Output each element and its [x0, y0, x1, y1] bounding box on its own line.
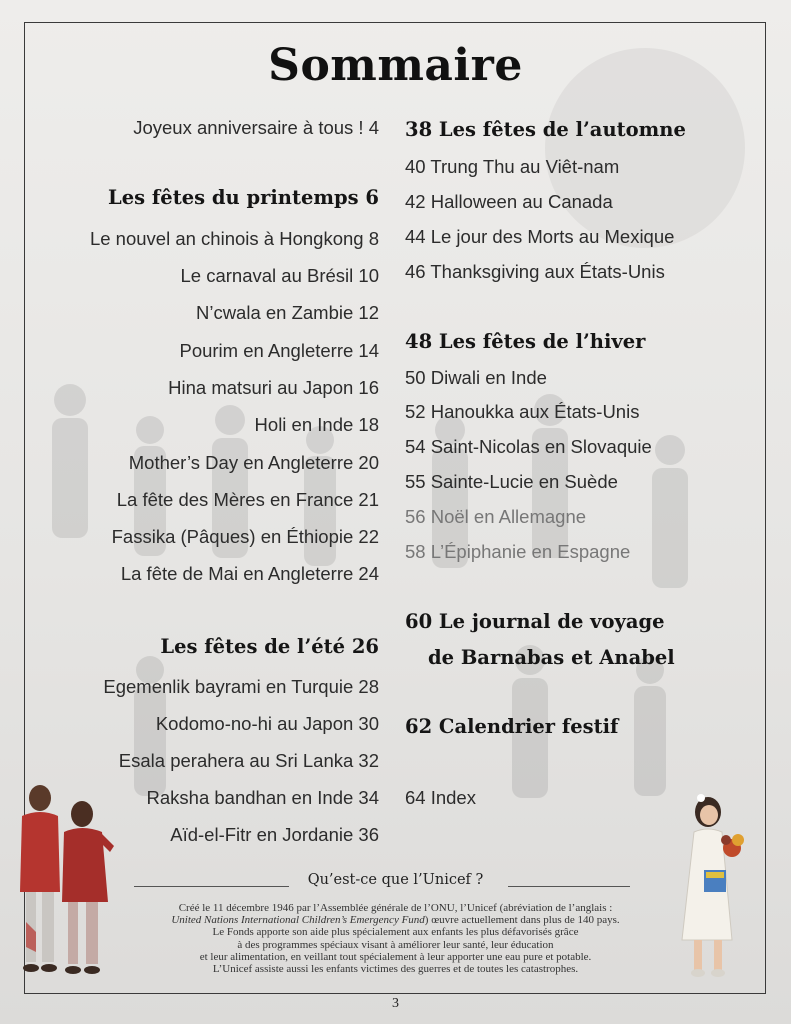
unicef-line: L’Unicef assiste aussi les enfants victimes des guerres et de toutes les catastrophes.: [212, 963, 579, 976]
toc-entry: 52 Hanoukka aux États-Unis: [405, 401, 640, 422]
page-number: 3: [392, 996, 399, 1011]
unicef-line-rest: ) œuvre actuellement dans plus de 140 pays.: [424, 914, 620, 927]
section-heading-summer: Les fêtes de l’été 26: [160, 635, 379, 658]
toc-entry: 42 Halloween au Canada: [405, 191, 613, 212]
toc-entry: Hina matsuri au Japon 16: [168, 377, 379, 398]
toc-entry: Le carnaval au Brésil 10: [180, 265, 379, 286]
unicef-heading: Qu’est-ce que l’Unicef ?: [307, 872, 484, 888]
toc-entry: La fête des Mères en France 21: [116, 489, 379, 510]
unicef-line: [120, 914, 671, 926]
page-title: Sommaire: [268, 40, 523, 91]
toc-entry: La fête de Mai en Angleterre 24: [120, 563, 379, 584]
toc-entry: Raksha bandhan en Inde 34: [146, 787, 379, 808]
section-heading-autumn: 38 Les fêtes de l’automne: [405, 118, 686, 141]
toc-entry: Aïd-el-Fitr en Jordanie 36: [170, 824, 379, 845]
toc-heading-journal-line2: de Barnabas et Anabel: [428, 646, 675, 669]
toc-entry: 54 Saint-Nicolas en Slovaquie: [405, 436, 652, 457]
toc-heading-journal-line1: 60 Le journal de voyage: [405, 610, 665, 633]
toc-entry: Mother’s Day en Angleterre 20: [128, 452, 379, 473]
unicef-paragraph: [120, 902, 671, 975]
toc-entry: 46 Thanksgiving aux États-Unis: [405, 261, 665, 282]
toc-entry: 56 Noël en Allemagne: [405, 506, 587, 527]
toc-entry: 58 L’Épiphanie en Espagne: [405, 541, 631, 562]
unicef-line: à des programmes spéciaux visant à améliorer leur santé, leur éducation: [237, 938, 554, 951]
unicef-line: Créé le 11 décembre 1946 par l’Assemblée générale de l’ONU, l’Unicef (abréviation de l’anglais :: [178, 902, 613, 914]
toc-entry: 40 Trung Thu au Viêt-nam: [405, 156, 620, 177]
toc-entry: Fassika (Pâques) en Éthiopie 22: [111, 526, 379, 547]
toc-entry: Le nouvel an chinois à Hongkong 8: [89, 228, 379, 249]
unicef-line: et leur alimentation, en veillant tout spécialement à leur apporter une eau pure et potable.: [199, 950, 592, 963]
toc-entry: Esala perahera au Sri Lanka 32: [118, 750, 379, 771]
toc-entry: 50 Diwali en Inde: [405, 367, 547, 388]
toc-entry: Egemenlik bayrami en Turquie 28: [103, 676, 379, 697]
unicef-acronym-expansion: United Nations International Children’s Emergency Fund: [171, 914, 425, 927]
toc-entry: Pourim en Angleterre 14: [179, 340, 379, 361]
toc-entry-intro: Joyeux anniversaire à tous ! 4: [133, 117, 379, 138]
toc-entry: N’cwala en Zambie 12: [195, 302, 379, 323]
section-heading-winter: 48 Les fêtes de l’hiver: [405, 330, 646, 353]
toc-entry: Kodomo-no-hi au Japon 30: [155, 713, 379, 734]
toc-entry-index: 64 Index: [405, 787, 476, 808]
toc-heading-calendar: 62 Calendrier festif: [405, 715, 619, 738]
toc-entry: 55 Sainte-Lucie en Suède: [405, 471, 618, 492]
unicef-line: Le Fonds apporte son aide plus spécialement aux enfants les plus défavorisés grâce: [212, 926, 579, 939]
toc-entry: Holi en Inde 18: [254, 414, 379, 435]
section-heading-spring: Les fêtes du printemps 6: [108, 186, 379, 209]
toc-entry: 44 Le jour des Morts au Mexique: [405, 226, 675, 247]
